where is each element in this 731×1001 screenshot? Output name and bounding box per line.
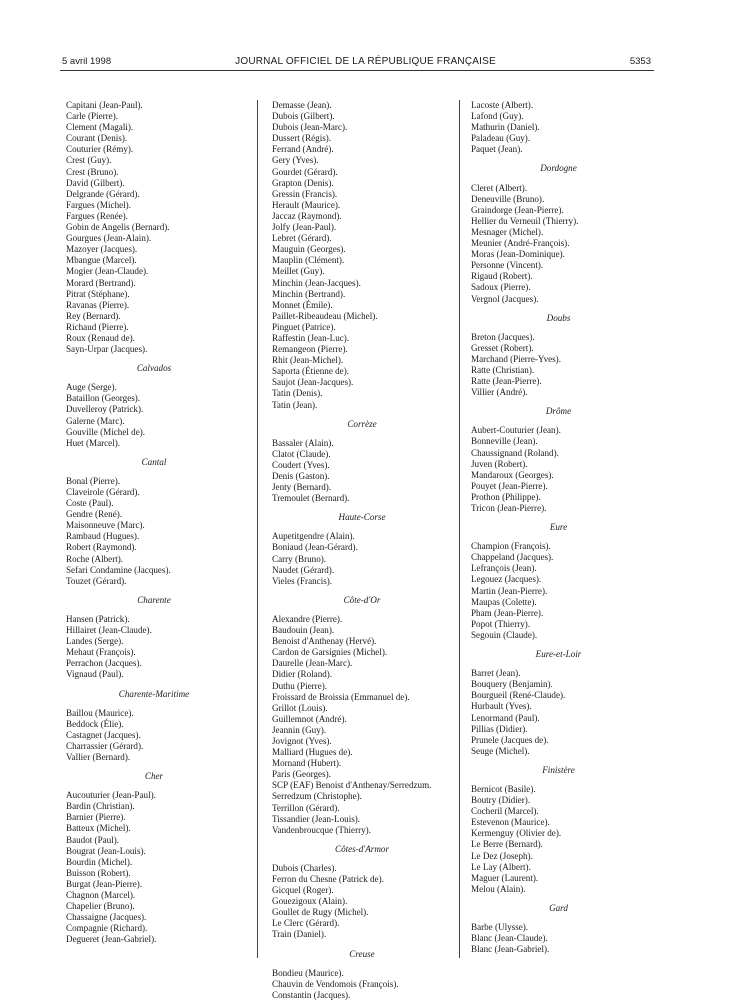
name-entry: Lefrançois (Jean). <box>471 563 537 574</box>
name-entry: Grapton (Denis). <box>272 177 334 188</box>
name-entry: Hansen (Patrick). <box>66 613 130 624</box>
name-entry: Remangeon (Pierre). <box>272 344 348 355</box>
name-entry: Perrachon (Jacques). <box>66 658 142 669</box>
name-entry: Roche (Albert). <box>66 553 124 564</box>
name-entry: Barret (Jean). <box>471 668 521 679</box>
name-entry: Couturier (Rémy). <box>66 144 134 155</box>
name-entry: Gicquel (Roger). <box>272 885 334 896</box>
name-entry: Mogier (Jean-Claude). <box>66 266 149 277</box>
name-entry: Carle (Pierre). <box>66 111 119 122</box>
name-entry: Ferrand (André). <box>272 144 334 155</box>
name-entry: David (Gilbert). <box>66 177 125 188</box>
name-entry: Crest (Bruno). <box>66 166 119 177</box>
name-entry: Mazoyer (Jacques). <box>66 244 138 255</box>
name-entry: Cleret (Albert). <box>471 182 528 193</box>
name-entry: Serredzum (Christophe). <box>272 791 362 802</box>
name-entry: Pillias (Didier). <box>471 723 528 734</box>
name-entry: Herault (Maurice). <box>272 199 341 210</box>
name-entry: Tissandier (Jean-Louis). <box>272 813 361 824</box>
name-entry: Gresset (Robert). <box>471 342 534 353</box>
name-entry: Ravanas (Pierre). <box>66 299 130 310</box>
name-entry: Melou (Alain). <box>471 883 526 894</box>
name-entry: Cocheril (Marcel). <box>471 806 539 817</box>
name-entry: Le Berre (Bernard). <box>471 839 543 850</box>
department-section <box>471 305 646 399</box>
department-heading: Côtes-d'Armor <box>335 843 389 854</box>
name-entry: Didier (Roland). <box>272 669 333 680</box>
name-entry: Hillairet (Jean-Claude). <box>66 625 152 636</box>
name-entry: Train (Daniel). <box>272 929 327 940</box>
name-entry: Popot (Thierry). <box>471 618 531 629</box>
name-entry: Galerne (Marc). <box>66 415 125 426</box>
department-heading: Eure <box>549 522 568 533</box>
name-entry: Sayn-Urpar (Jacques). <box>66 344 148 355</box>
name-entry: Gobin de Angelis (Bernard). <box>66 222 170 233</box>
name-entry: Boniaud (Jean-Gérard). <box>272 542 358 553</box>
name-entry: Blanc (Jean-Claude). <box>471 933 548 944</box>
name-entry: Bonal (Pierre). <box>66 475 121 486</box>
name-entry: Duthu (Pierre). <box>272 680 328 691</box>
name-entry: Mathurin (Daniel). <box>471 122 540 133</box>
journal-title: JOURNAL OFFICIEL DE LA RÉPUBLIQUE FRANÇAISE <box>235 56 496 67</box>
name-entry: Compagnie (Richard). <box>66 923 148 934</box>
name-entry: Gourgues (Jean-Alain). <box>66 233 152 244</box>
name-entry: Burgat (Jean-Pierre). <box>66 878 143 889</box>
name-entry: Paris (Georges). <box>272 769 331 780</box>
page-number: 5353 <box>629 56 651 67</box>
name-entry: Daurelle (Jean-Marc). <box>272 658 353 669</box>
name-entry: Saujot (Jean-Jacques). <box>272 377 354 388</box>
name-entry: Bernicot (Basile). <box>471 783 536 794</box>
name-entry: Mornand (Hubert). <box>272 758 342 769</box>
name-entry: Mandaroux (Georges). <box>471 469 554 480</box>
name-entry: Alexandre (Pierre). <box>272 613 343 624</box>
department-section <box>272 941 452 1001</box>
name-entry: Bouquery (Benjamin). <box>471 679 553 690</box>
name-entry: Champion (François). <box>471 541 551 552</box>
name-entry: Claveirole (Gérard). <box>66 487 140 497</box>
name-entry: Vandenbroucque (Thierry). <box>272 824 371 835</box>
name-entry: Gery (Yves). <box>272 155 319 166</box>
name-entry: Coste (Paul). <box>66 498 114 509</box>
department-heading: Doubs <box>546 312 571 323</box>
name-entry: Paillet-Ribeaudeau (Michel). <box>272 310 378 321</box>
name-entry: Marchand (Pierre-Yves). <box>471 353 561 364</box>
name-entry: Vergnol (Jacques). <box>471 293 539 304</box>
name-entry: Rambaud (Hugues). <box>66 531 140 542</box>
name-entry: Mehaut (François). <box>66 647 136 658</box>
department-section <box>272 100 452 411</box>
name-entry: Sefari Condamine (Jacques). <box>66 564 171 575</box>
name-entry: Huet (Marcel). <box>66 437 121 448</box>
name-entry: Tricon (Jean-Pierre). <box>471 503 547 513</box>
name-entry: Le Clerc (Gérard). <box>272 918 340 929</box>
name-entry: Castagnet (Jacques). <box>66 729 141 740</box>
name-entry: Jenty (Bernard). <box>272 482 332 493</box>
name-entry: Malliard (Hugues de). <box>272 747 353 758</box>
name-entry: Barbe (Ulysse). <box>471 922 529 932</box>
name-entry: Gendre (René). <box>66 509 123 520</box>
name-entry: Vignaud (Paul). <box>66 669 124 680</box>
name-entry: Richaud (Pierre). <box>66 321 129 332</box>
department-section <box>471 100 646 155</box>
name-entry: Duvelleroy (Patrick). <box>66 404 144 415</box>
name-entry: Cardon de Garsignies (Michel). <box>272 647 388 658</box>
department-section <box>272 587 452 836</box>
name-entry: Hurbault (Yves). <box>471 701 532 712</box>
name-entry: Tatin (Denis). <box>272 388 323 399</box>
name-entry: Baudot (Paul). <box>66 834 120 845</box>
department-section <box>272 411 452 505</box>
name-entry: Hellier du Verneuil (Thierry). <box>471 215 579 226</box>
department-section <box>471 155 646 304</box>
name-entry: Minchin (Jean-Jacques). <box>272 277 361 288</box>
department-heading: Finistère <box>542 764 575 775</box>
name-entry: Ratte (Christian). <box>471 364 535 375</box>
name-entry: Landes (Serge). <box>66 636 124 647</box>
name-entry: Paquet (Jean). <box>471 144 523 155</box>
name-entry: Aubert-Couturier (Jean). <box>471 425 561 436</box>
name-entry: Juven (Robert). <box>471 458 528 469</box>
department-heading: Côte-d'Or <box>343 594 381 605</box>
name-entry: Blanc (Jean-Gabriel). <box>471 944 550 955</box>
name-entry: Clatot (Claude). <box>272 448 331 459</box>
name-entry: Courant (Denis). <box>66 133 128 144</box>
department-section <box>471 641 646 757</box>
department-section <box>66 449 242 587</box>
name-entry: Raffestin (Jean-Luc). <box>272 332 350 343</box>
name-entry: Moras (Jean-Dominique). <box>471 249 565 260</box>
column-1 <box>66 100 242 945</box>
department-heading: Charente-Maritime <box>118 688 190 699</box>
name-entry: Monnet (Émile). <box>272 299 333 310</box>
name-entry: Touzet (Gérard). <box>66 575 127 586</box>
name-entry: Personne (Vincent). <box>471 260 544 271</box>
department-heading: Corrèze <box>347 418 377 429</box>
name-entry: Benoist d'Anthenay (Hervé). <box>272 636 377 647</box>
name-entry: Sadoux (Pierre). <box>471 282 531 293</box>
name-entry: Capitani (Jean-Paul). <box>66 100 143 110</box>
header-rule <box>60 70 654 71</box>
name-entry: Vieles (Francis). <box>272 575 333 586</box>
name-entry: Vallier (Bernard). <box>66 751 131 762</box>
name-entry: Lenormand (Paul). <box>471 712 540 723</box>
name-entry: Barnier (Pierre). <box>66 812 126 823</box>
name-entry: Denis (Gaston). <box>272 471 330 481</box>
department-section <box>471 514 646 641</box>
department-heading: Calvados <box>136 363 172 374</box>
name-entry: Gouville (Michel de). <box>66 426 146 437</box>
department-heading: Charente <box>137 594 171 605</box>
name-entry: Dubois (Charles). <box>272 862 337 873</box>
department-heading: Gard <box>549 902 568 913</box>
name-entry: Pinguet (Patrice). <box>272 321 336 332</box>
name-entry: Bassaler (Alain). <box>272 437 334 448</box>
department-heading: Cantal <box>141 456 167 467</box>
name-entry: Kermenguy (Olivier de). <box>471 828 562 839</box>
name-entry: Goullet de Rugy (Michel). <box>272 907 369 918</box>
name-entry: Mauguin (Georges). <box>272 244 346 255</box>
name-entry: Pitrat (Stéphane). <box>66 288 130 299</box>
name-entry: Segouin (Claude). <box>471 629 538 640</box>
name-entry: Villier (André). <box>471 387 528 398</box>
name-entry: Chappeland (Jacques). <box>471 552 554 563</box>
department-section <box>471 895 646 955</box>
name-entry: Martin (Jean-Pierre). <box>471 585 548 596</box>
name-entry: Lacoste (Albert). <box>471 100 534 110</box>
name-entry: Carry (Bruno). <box>272 553 327 564</box>
department-section <box>66 681 242 764</box>
name-entry: Aupetitgendre (Alain). <box>272 531 355 542</box>
department-section <box>272 504 452 587</box>
name-entry: Maupas (Colette). <box>471 596 537 607</box>
name-entry: Roux (Renaud de). <box>66 332 135 343</box>
name-entry: Bardin (Christian). <box>66 801 135 812</box>
name-entry: Breton (Jacques). <box>471 331 535 342</box>
name-entry: Rey (Bernard). <box>66 310 121 321</box>
department-heading: Haute-Corse <box>338 512 386 523</box>
name-entry: Chapelier (Bruno). <box>66 901 135 912</box>
department-heading: Creuse <box>349 948 375 959</box>
name-entry: Crest (Guy). <box>66 155 112 166</box>
name-entry: Bataillon (Georges). <box>66 393 141 404</box>
name-entry: Bourdin (Michel). <box>66 856 133 867</box>
name-entry: Gressin (Francis). <box>272 188 338 199</box>
name-entry: Pouyet (Jean-Pierre). <box>471 480 548 491</box>
name-entry: Froissard de Broissia (Emmanuel de). <box>272 691 410 702</box>
department-heading: Cher <box>144 771 164 782</box>
name-entry: Demasse (Jean). <box>272 100 332 110</box>
department-section <box>471 757 646 895</box>
name-entry: Maguer (Laurent). <box>471 872 539 883</box>
name-entry: Paladeau (Guy). <box>471 133 531 144</box>
department-section <box>66 100 242 355</box>
name-entry: Guillemnot (André). <box>272 713 347 724</box>
column-divider-1 <box>257 100 258 958</box>
name-entry: Rhit (Jean-Michel). <box>272 355 344 366</box>
department-section <box>471 398 646 514</box>
name-entry: Minchin (Bertrand). <box>272 288 346 299</box>
name-entry: Batteux (Michel). <box>66 823 131 834</box>
column-divider-2 <box>459 100 460 958</box>
name-entry: Dussert (Régis). <box>272 133 332 144</box>
name-entry: Prothon (Philippe). <box>471 491 541 502</box>
name-entry: Pham (Jean-Pierre). <box>471 607 544 618</box>
name-entry: Chassaigne (Jacques). <box>66 912 147 923</box>
name-entry: Clement (Magali). <box>66 122 134 133</box>
department-section <box>66 355 242 449</box>
name-entry: Chaussignand (Roland). <box>471 447 559 458</box>
column-3 <box>471 100 646 955</box>
department-section <box>272 836 452 941</box>
name-entry: Bougrat (Jean-Louis). <box>66 845 146 856</box>
name-entry: Baillou (Maurice). <box>66 707 134 718</box>
name-entry: Rigaud (Robert). <box>471 271 533 282</box>
name-entry: Degueret (Jean-Gabriel). <box>66 934 157 945</box>
name-entry: Buisson (Robert). <box>66 867 131 878</box>
name-entry: Ferron du Chesne (Patrick de). <box>272 874 384 884</box>
name-entry: Robert (Raymond). <box>66 542 137 553</box>
name-entry: Maisonneuve (Marc). <box>66 520 145 531</box>
name-entry: Bonneville (Jean). <box>471 436 538 447</box>
name-entry: Grillot (Louis). <box>272 702 328 713</box>
department-section <box>66 763 242 945</box>
name-entry: Le Dez (Joseph). <box>471 850 533 861</box>
name-entry: Ratte (Jean-Pierre). <box>471 376 542 387</box>
name-entry: SCP (EAF) Benoist d'Anthenay/Serredzum. <box>272 780 432 791</box>
name-entry: Dubois (Jean-Marc). <box>272 122 348 133</box>
name-entry: Saporta (Étienne de). <box>272 366 350 377</box>
name-entry: Chauvin de Vendomois (François). <box>272 978 399 989</box>
name-entry: Gourdet (Gérard). <box>272 166 338 177</box>
name-entry: Beddock (Élie). <box>66 718 124 729</box>
header-date: 5 avril 1998 <box>62 56 112 67</box>
name-entry: Baudouin (Jean). <box>272 625 335 636</box>
name-entry: Coudert (Yves). <box>272 459 330 470</box>
name-entry: Tatin (Jean). <box>272 399 318 410</box>
name-entry: Fargues (Michel). <box>66 199 131 210</box>
name-entry: Legouez (Jacques). <box>471 574 542 585</box>
name-entry: Seuge (Michel). <box>471 745 530 756</box>
name-entry: Mesnager (Michel). <box>471 226 544 237</box>
name-entry: Gouezigoux (Alain). <box>272 896 348 907</box>
name-entry: Prunele (Jacques de). <box>471 734 549 745</box>
name-entry: Boutry (Didier). <box>471 795 531 806</box>
name-entry: Chagnon (Marcel). <box>66 890 136 900</box>
name-entry: Lebret (Gérard). <box>272 233 332 244</box>
department-heading: Dordogne <box>540 163 577 174</box>
name-entry: Deneuville (Bruno). <box>471 193 545 204</box>
name-entry: Le Lay (Albert). <box>471 861 531 872</box>
name-entry: Jolfy (Jean-Paul). <box>272 222 337 233</box>
name-entry: Bourgueil (René-Claude). <box>471 690 566 701</box>
name-entry: Constantin (Jacques). <box>272 989 351 1000</box>
name-entry: Delgrande (Gérard). <box>66 188 140 199</box>
name-entry: Jaccaz (Raymond). <box>272 210 342 221</box>
name-entry: Jeannin (Guy). <box>272 724 327 735</box>
name-entry: Tremoulet (Bernard). <box>272 493 350 504</box>
name-entry: Naudet (Gérard). <box>272 564 335 575</box>
name-entry: Estevenon (Maurice). <box>471 817 550 828</box>
name-entry: Aucouturier (Jean-Paul). <box>66 790 156 801</box>
name-entry: Fargues (Renée). <box>66 210 128 221</box>
name-entry: Mauplin (Clément). <box>272 255 345 266</box>
name-entry: Bondieu (Maurice). <box>272 967 344 978</box>
name-entry: Terrillon (Gérard). <box>272 802 340 813</box>
name-entry: Lafond (Guy). <box>471 111 524 122</box>
name-entry: Morard (Bertrand). <box>66 277 136 288</box>
name-entry: Jovignot (Yves). <box>272 735 332 746</box>
department-heading: Eure-et-Loir <box>535 649 582 660</box>
column-2 <box>272 100 452 1001</box>
name-entry: Charrassier (Gérard). <box>66 740 144 751</box>
name-entry: Meunier (André-François). <box>471 238 570 249</box>
name-entry: Graindorge (Jean-Pierre). <box>471 204 564 215</box>
name-entry: Dubois (Gilbert). <box>272 111 335 122</box>
name-entry: Meillet (Guy). <box>272 266 325 277</box>
department-heading: Drôme <box>545 406 572 417</box>
department-section <box>66 587 242 681</box>
name-entry: Mbangue (Marcel). <box>66 255 137 266</box>
name-entry: Auge (Serge). <box>66 382 117 393</box>
